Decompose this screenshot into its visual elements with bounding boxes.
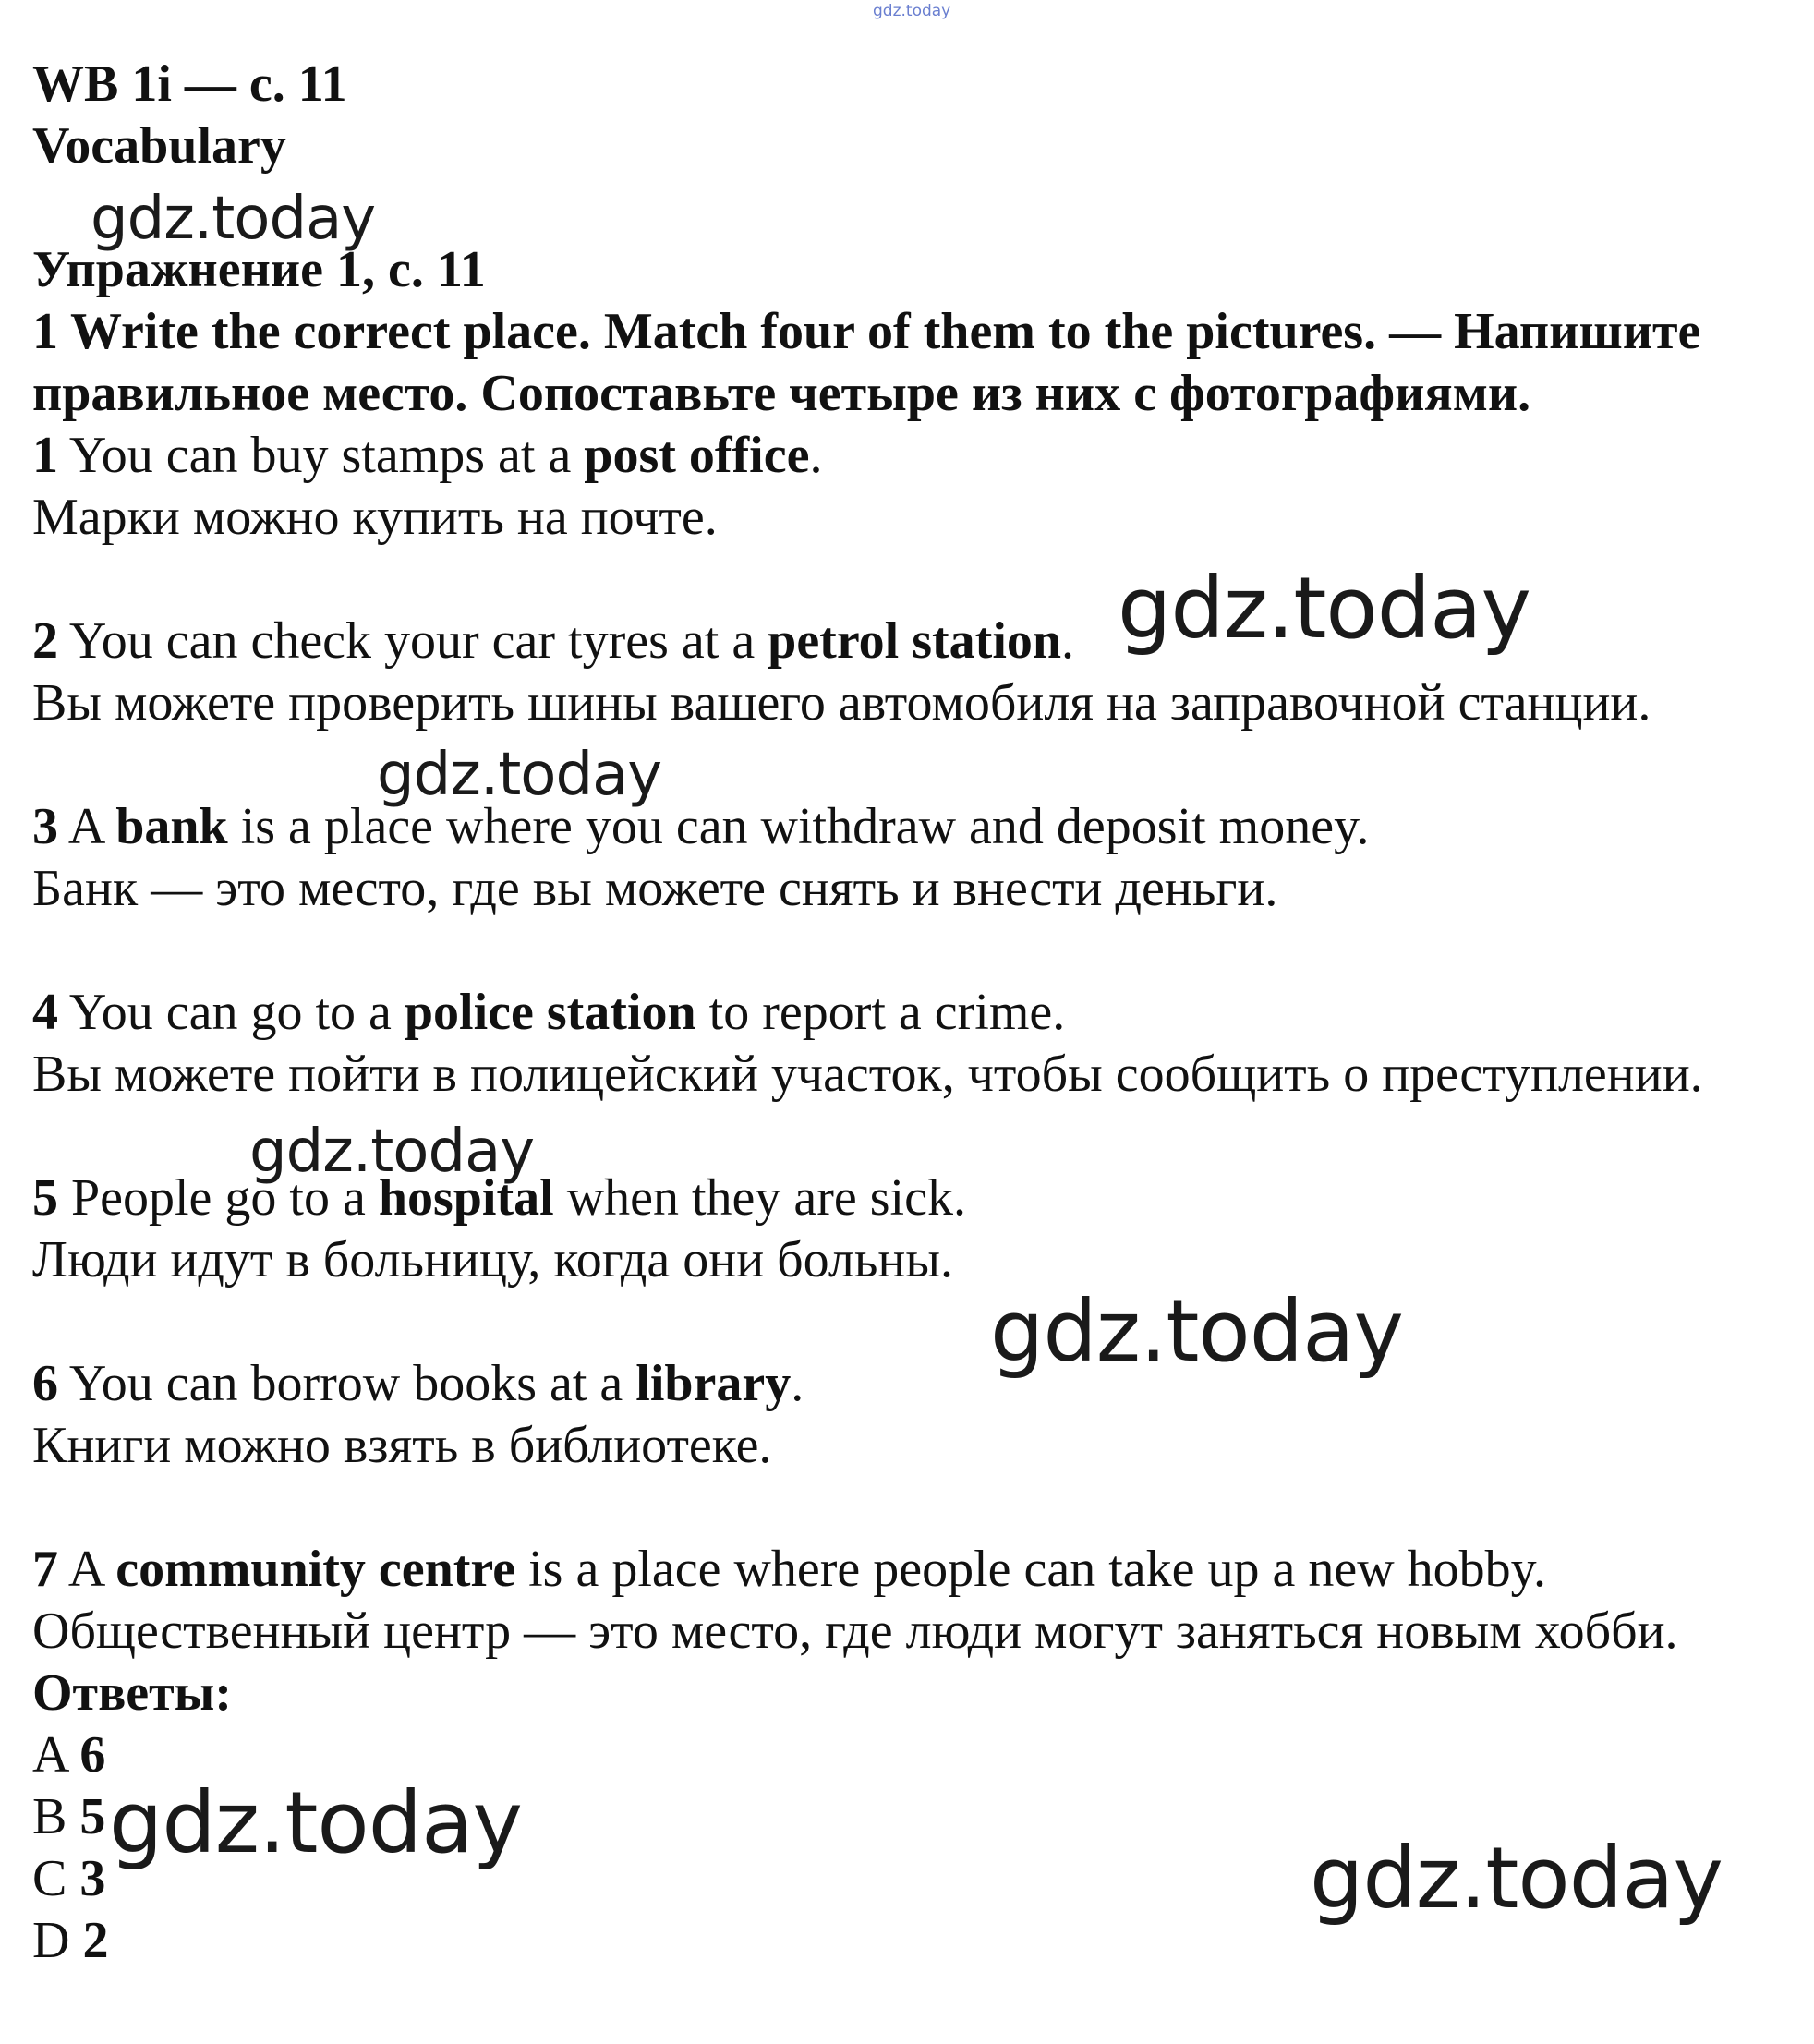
- spacer: [32, 1477, 1787, 1539]
- item-number: 5: [32, 1169, 58, 1227]
- item-text-before: You can borrow books at a: [58, 1355, 636, 1412]
- item-answer-word: petrol station: [768, 612, 1062, 670]
- item-text-before: You can check your car tyres at a: [58, 612, 768, 670]
- section-title: Vocabulary: [32, 117, 286, 175]
- spacer: [32, 734, 1787, 796]
- item-translation: Общественный центр — это место, где люди могут заняться новым хобби.: [32, 1603, 1678, 1660]
- item-translation: Книги можно взять в библиотеке.: [32, 1417, 772, 1474]
- item-text-before: You can buy stamps at a: [58, 427, 585, 484]
- item-number: 1: [32, 427, 58, 484]
- answer-value: 2: [82, 1912, 109, 1969]
- item-text-before: A: [58, 1541, 116, 1598]
- item-text-after: .: [1061, 612, 1075, 670]
- exercise-title: Упражнение 1, с. 11: [32, 241, 486, 298]
- item-number: 7: [32, 1541, 58, 1598]
- item-text-after: when they are sick.: [553, 1169, 966, 1227]
- watermark: gdz.today: [249, 1118, 535, 1186]
- answer-letter: A: [32, 1726, 80, 1784]
- item-text-after: is a place where people can take up a new hobby.: [515, 1541, 1547, 1598]
- task-instruction-line-1: 1 Write the correct place. Match four of them to the pictures. — Напишите: [32, 303, 1701, 360]
- item-answer-word: post office: [584, 427, 810, 484]
- task-instruction-line-2: правильное место. Сопоставьте четыре из них с фотографиями.: [32, 365, 1531, 422]
- item-number: 4: [32, 984, 58, 1041]
- watermark: gdz.today: [990, 1282, 1403, 1381]
- item-text-after: to report a crime.: [695, 984, 1066, 1041]
- page-title: WB 1i — с. 11: [32, 55, 347, 113]
- item-sentence: [32, 982, 1787, 1044]
- watermark: gdz.today: [873, 2, 951, 20]
- item-translation: Вы можете проверить шины вашего автомобиля на заправочной станции.: [32, 674, 1651, 732]
- item-sentence: [32, 425, 1787, 487]
- spacer: [32, 920, 1787, 982]
- spacer: [32, 1291, 1787, 1353]
- answer-letter: C: [32, 1850, 80, 1907]
- item-text-before: People go to a: [58, 1169, 379, 1227]
- answer-letter: D: [32, 1912, 83, 1969]
- item-translation: Вы можете пойти в полицейский участок, чтобы сообщить о преступлении.: [32, 1046, 1703, 1103]
- watermark: gdz.today: [91, 185, 376, 253]
- watermark: gdz.today: [1118, 559, 1530, 658]
- item-translation: Марки можно купить на почте.: [32, 489, 718, 546]
- item-text-after: .: [809, 427, 823, 484]
- item-text-before: You can go to a: [58, 984, 405, 1041]
- item-number: 6: [32, 1355, 58, 1412]
- answer-value: 3: [79, 1850, 106, 1907]
- item-number: 2: [32, 612, 58, 670]
- item-number: 3: [32, 798, 58, 855]
- item-text-before: A: [58, 798, 116, 855]
- answer-value: 6: [79, 1726, 106, 1784]
- watermark: gdz.today: [1310, 1829, 1723, 1928]
- item-answer-word: bank: [115, 798, 228, 855]
- item-sentence: [32, 1353, 1787, 1415]
- document-page: [32, 54, 1787, 1972]
- item-sentence: [32, 796, 1787, 858]
- item-translation: Люди идут в больницу, когда они больны.: [32, 1231, 954, 1288]
- item-answer-word: hospital: [378, 1169, 554, 1227]
- item-text-after: is a place where you can withdraw and deposit money.: [227, 798, 1370, 855]
- answer-value: 5: [79, 1788, 106, 1845]
- answer-letter: B: [32, 1788, 80, 1845]
- item-answer-word: community centre: [115, 1541, 516, 1598]
- item-text-after: .: [791, 1355, 804, 1412]
- item-answer-word: library: [635, 1355, 792, 1412]
- watermark: gdz.today: [377, 741, 662, 809]
- watermark: gdz.today: [109, 1773, 522, 1872]
- item-answer-word: police station: [404, 984, 696, 1041]
- item-sentence: [32, 1539, 1787, 1601]
- answers-heading: Ответы:: [32, 1664, 233, 1722]
- item-translation: Банк — это место, где вы можете снять и внести деньги.: [32, 860, 1278, 917]
